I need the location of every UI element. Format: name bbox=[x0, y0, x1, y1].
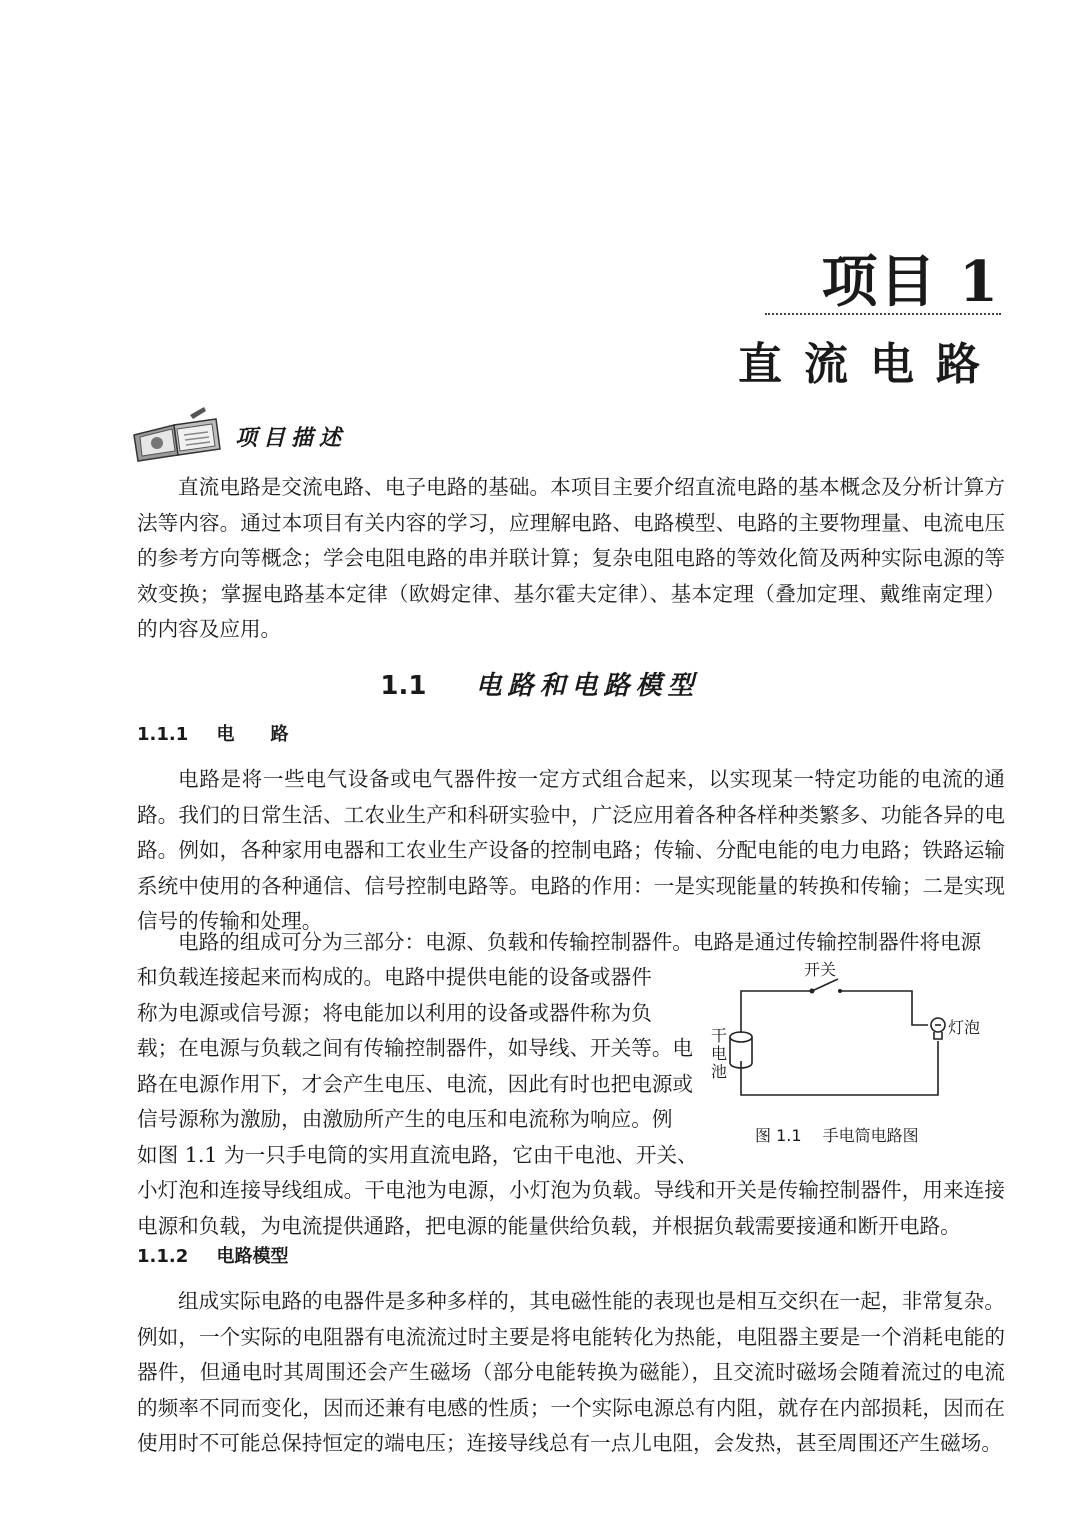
battery-label bbox=[710, 1027, 728, 1081]
wrap-line-5: 信号源称为激励，由激励所产生的电压和电流称为响应。例 bbox=[137, 1107, 673, 1131]
composition-paragraph-start: 电路的组成可分为三部分：电源、负载和传输控制器件。电路是通过传输控制器件将电源 bbox=[178, 930, 982, 954]
wire-top-left bbox=[741, 991, 812, 1033]
figure-number: 图 1.1 bbox=[755, 1126, 802, 1145]
subsection-heading-1 bbox=[137, 720, 289, 746]
wrap-line-3: 载；在电源与负载之间有传输控制器件，如导线、开关等。电 bbox=[137, 1036, 694, 1060]
bulb-label: 灯泡 bbox=[948, 1018, 981, 1037]
battery-top bbox=[730, 1032, 752, 1042]
wrap-line-4: 路在电源作用下，才会产生电压、电流，因此有时也把电源或 bbox=[137, 1071, 694, 1096]
battery-label-char-3: 池 bbox=[710, 1062, 727, 1081]
wrap-line-1: 和负载连接起来而构成的。电路中提供电能的设备或器件 bbox=[137, 965, 652, 989]
composition-paragraph-end: 小灯泡和连接导线组成。干电池为电源，小灯泡为负载。导线和开关是传输控制器件，用来连接电源和负载，为电流提供通路，把电源的能量供给负载，并根据负载需要接通和断开电路。 bbox=[137, 1178, 1005, 1238]
figure-title: 手电筒电路图 bbox=[822, 1126, 919, 1145]
switch-label: 开关 bbox=[804, 960, 837, 979]
section-title: 电路和电路模型 bbox=[475, 671, 700, 701]
switch-blade bbox=[812, 979, 838, 991]
description-label: 项目描述 bbox=[235, 426, 348, 451]
subsection-title: 电 路 bbox=[216, 724, 289, 745]
figure-caption bbox=[755, 1123, 919, 1146]
description-header bbox=[130, 405, 430, 465]
subsection-number: 1.1.1 bbox=[137, 724, 189, 745]
wire-top-right bbox=[840, 991, 928, 1025]
title-divider bbox=[765, 313, 1001, 315]
wrap-line-2: 称为电源或信号源；将电能加以利用的设备或器件称为负 bbox=[137, 1000, 652, 1025]
subsection-number: 1.1.2 bbox=[137, 1246, 189, 1267]
section-number: 1.1 bbox=[380, 671, 427, 701]
battery-label-char-1: 干 bbox=[710, 1026, 727, 1045]
switch-pivot bbox=[810, 989, 815, 994]
project-number: 项目 1 bbox=[821, 249, 1000, 315]
switch-contact bbox=[838, 989, 842, 993]
open-book-icon bbox=[130, 405, 226, 463]
bulb-base bbox=[934, 1032, 942, 1039]
circuit-paragraph: 电路是将一些电气设备或电气器件按一定方式组合起来，以实现某一特定功能的电流的通路。我们的日常生活、工农业生产和科研实验中，广泛应用着各种各样种类繁多、功能各异的电路。例如，各种家用电器和工农业生产设备的控制电路；传输、分配电能的电力电路；铁路运输系统中使用的各种通信、信号控制电路等。电路的作用：一是实现能量的转换和传输；二是实现信号的传输和处理。 bbox=[137, 767, 1005, 933]
subsection-title: 电路模型 bbox=[216, 1246, 289, 1267]
battery-label-char-2: 电 bbox=[710, 1044, 727, 1063]
project-title: 直流电路 bbox=[738, 339, 1002, 390]
circuit-model-paragraph: 组成实际电路的电器件是多种多样的，其电磁性能的表现也是相互交织在一起，非常复杂。例如，一个实际的电阻器有电流流过时主要是将电能转化为热能，电阻器主要是一个消耗电能的器件，但通电时其周围还会产生磁场（部分电能转换为磁能），且交流时磁场会随着流过的电流的频率不同而变化，因而还兼有电感的性质；一个实际电源总有内阻，就存在内部损耗，因而在使用时不可能总保持恒定的端电压；连接导线总有一点儿电阻，会发热，甚至周围还产生磁场。 bbox=[137, 1289, 1005, 1455]
subsection-heading-2 bbox=[137, 1242, 289, 1268]
section-heading bbox=[0, 665, 1080, 702]
description-text: 直流电路是交流电路、电子电路的基础。本项目主要介绍直流电路的基本概念及分析计算方法等内容。通过本项目有关内容的学习，应理解电路、电路模型、电路的主要物理量、电流电压的参考方向等概念；学会电阻电路的串并联计算；复杂电阻电路的等效化简及两种实际电源的等效变换；掌握电路基本定律（欧姆定律、基尔霍夫定律）、基本定理（叠加定理、戴维南定理）的内容及应用。 bbox=[137, 475, 1005, 641]
wire-bottom bbox=[741, 1041, 938, 1095]
wrap-line-6: 如图 1.1 为一只手电筒的实用直流电路，它由干电池、开关、 bbox=[137, 1142, 698, 1167]
flashlight-circuit-figure bbox=[700, 955, 1000, 1155]
